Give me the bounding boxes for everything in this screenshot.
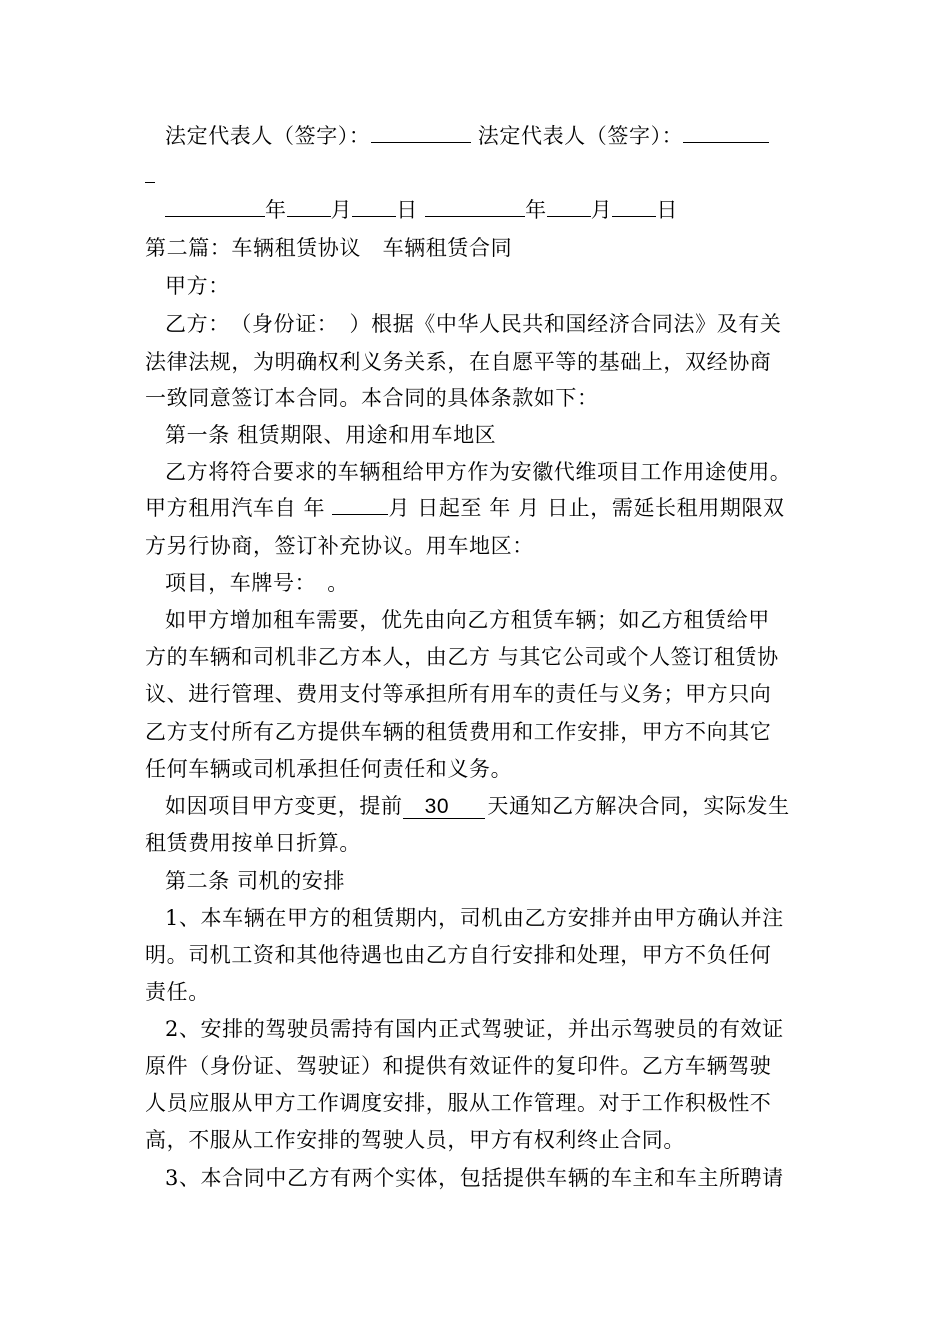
paragraph-text: 如因项目甲方变更，提前 <box>165 794 403 818</box>
paragraph-line: 明。司机工资和其他待遇也由乙方自行安排和处理，甲方不负任何 <box>145 943 772 967</box>
paragraph-line: 乙方： （身份证： ）根据《中华人民共和国经济合同法》及有关 <box>165 312 782 336</box>
right-year-blank <box>425 196 525 217</box>
right-day-blank <box>612 196 656 217</box>
paragraph-line-with-blank <box>145 792 815 820</box>
paragraph-line: 高，不服从工作安排的驾驶人员，甲方有权利终止合同。 <box>145 1128 685 1152</box>
paragraph-line: 一致同意签订本合同。本合同的具体条款如下： <box>145 386 599 410</box>
paragraph-line: 乙方将符合要求的车辆租给甲方作为安徽代维项目工作用途使用。 <box>165 460 792 484</box>
right-month-label: 月 <box>590 198 613 222</box>
right-month-blank <box>547 196 591 217</box>
paragraph-line: 原件（身份证、驾驶证）和提供有效证件的复印件。乙方车辆驾驶 <box>145 1054 772 1078</box>
paragraph-text: 甲方租用汽车自 年 <box>145 496 333 520</box>
article-heading: 第二条 司机的安排 <box>165 869 346 893</box>
paragraph-line: 3、本合同中乙方有两个实体，包括提供车辆的车主和车主所聘请 <box>165 1166 784 1190</box>
left-month-blank <box>287 196 331 217</box>
paragraph-line: 方的车辆和司机非乙方本人，由乙方 与其它公司或个人签订租赁协 <box>145 645 779 669</box>
right-day-label: 日 <box>656 198 678 222</box>
paragraph-line: 方另行协商，签订补充协议。用车地区： <box>145 534 534 558</box>
paragraph-line: 2、安排的驾驶员需持有国内正式驾驶证，并出示驾驶员的有效证 <box>165 1017 784 1041</box>
left-day-label: 日 <box>396 198 418 222</box>
left-month-label: 月 <box>330 198 353 222</box>
right-signature-label: 法定代表人（签字）： <box>477 124 684 148</box>
paragraph-text: 天通知乙方解决合同，实际发生 <box>487 794 790 818</box>
paragraph-line: 1、本车辆在甲方的租赁期内，司机由乙方安排并由甲方确认并注 <box>165 906 784 930</box>
signature-overflow-line <box>145 162 815 190</box>
right-year-label: 年 <box>525 198 547 222</box>
paragraph-text: 月 日起至 年 月 日止，需延长租用期限双 <box>388 496 785 520</box>
right-signature-blank <box>683 122 769 143</box>
party-a-line: 甲方： <box>165 274 230 298</box>
left-signature-blank <box>371 122 471 143</box>
notice-days-number: 30 <box>424 795 450 818</box>
rental-month-blank <box>332 494 388 515</box>
signature-line <box>145 122 815 150</box>
paragraph-line: 议、进行管理、费用支付等承担所有用车的责任与义务；甲方只向 <box>145 682 772 706</box>
left-year-label: 年 <box>265 198 287 222</box>
paragraph-line: 如甲方增加租车需要，优先由向乙方租赁车辆；如乙方租赁给甲 <box>165 608 770 632</box>
section-title: 第二篇：车辆租赁协议 车辆租赁合同 <box>145 236 513 260</box>
paragraph-line: 任何车辆或司机承担任何责任和义务。 <box>145 757 513 781</box>
date-line <box>145 196 815 224</box>
paragraph-line: 乙方支付所有乙方提供车辆的租赁费用和工作安排，甲方不向其它 <box>145 720 772 744</box>
left-day-blank <box>352 196 396 217</box>
left-signature-label: 法定代表人（签字）： <box>165 124 371 148</box>
left-year-blank <box>165 196 265 217</box>
notice-days-value <box>403 796 486 819</box>
paragraph-line: 法律法规，为明确权利义务关系，在自愿平等的基础上，双经协商 <box>145 350 772 374</box>
paragraph-line: 人员应服从甲方工作调度安排，服从工作管理。对于工作积极性不 <box>145 1091 772 1115</box>
article-heading: 第一条 租赁期限、用途和用车地区 <box>165 423 497 447</box>
paragraph-line-with-blank <box>145 494 815 522</box>
paragraph-line: 责任。 <box>145 980 210 1004</box>
paragraph-line: 租赁费用按单日折算。 <box>145 831 361 855</box>
overflow-blank <box>145 162 155 183</box>
paragraph-line: 项目，车牌号： 。 <box>165 571 349 595</box>
